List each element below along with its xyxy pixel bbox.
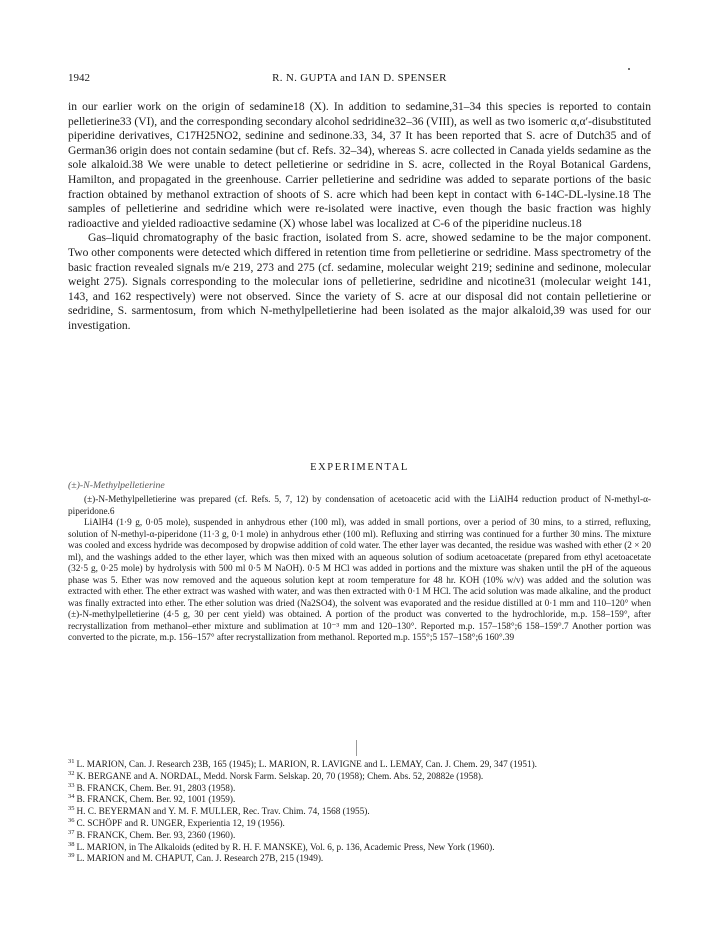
section-heading: EXPERIMENTAL (310, 462, 409, 473)
footnote: $^{35}$ H. C. BEYERMAN and Y. M. F. MULLER, Rec. Trav. Chim. 74, 1568 (1955). (68, 805, 370, 818)
experimental-paragraph-2: LiAlH4 (1·9 g, 0·05 mole), suspended in anhydrous ether (100 ml), was added in small portions, over a period of 30 mins, to a stirred, refluxing, solution of N-methyl-α-piperidone (11·3 g, 0·1 mole) in anhydrous ether (100 ml). Refluxing and stirring was continued for a further 30 mins. The mixture was cooled and excess hydride was decomposed by dropwise addition of cold water. The ether layer was decanted, the residue was washed with ether (2 × 20 ml), and the washings added to the ether layer, which was then mixed with an aqueous solution of sodium acetoacetate (prepared from ethyl acetoacetate (32·5 g, 0·25 mole) by hydrolysis with 500 ml 0·5 M NaOH). 0·5 M HCl was added in portions and the mixture was shaken until the pH of the aqueous phase was 5. Ether was now removed and the aqueous solution kept at room temperature for 48 hr. KOH (10% w/v) was added and the solution was extracted with ether. The ether extract was washed with water, and was then extracted with 0·1 M HCl. The acid solution was made alkaline, and the product was finally extracted into ether. The ether solution was dried (Na2SO4), the solvent was evaporated and the residue distilled at 0·1 mm and 110–120° when (±)-N-methylpelletierine (4·5 g, 30 per cent yield) was obtained. A portion of the product was converted to the hydrochloride, m.p. 158–159°, after recrystallization from methanol–ether mixture and sublimation at 10⁻³ mm and 120–130°. Reported m.p. 157–158°;6 158–159°.7 Another portion was converted to the picrate, m.p. 156–157° after recrystallization from methanol. Reported m.p. 155°;5 157–158°;6 160°.39 (68, 518, 651, 643)
experimental-text (68, 495, 651, 645)
section-subheading: (±)-N-Methylpelletierine (68, 480, 165, 491)
paragraph-2: Gas–liquid chromatography of the basic fraction, isolated from S. acre, showed sedamine to be the major component. Two other components were detected which differed in retention time from pelletierine or sedridine. Mass spectrometry of the basic fraction revealed signals m/e 219, 273 and 275 (cf. sedamine, molecular weight 219; sedinine and sedinone, molecular weight 275). Signals corresponding to the molecular ions of pelletierine, sedridine and nicotine31 (molecular weight 141, 143, and 162 respectively) were not observed. Since the variety of S. acre at our disposal did not contain pelletierine or sedridine, S. sarmentosum, from which N-methylpelletierine had been isolated as the major alkaloid,39 was used for our investigation. (68, 232, 651, 332)
footnote: $^{32}$ K. BERGANE and A. NORDAL, Medd. Norsk Farm. Selskap. 20, 70 (1958); Chem. Abs. 52, 20882e (1958). (68, 769, 484, 782)
footnotes (68, 757, 651, 866)
body-text (68, 100, 651, 334)
footnote: $^{37}$ B. FRANCK, Chem. Ber. 93, 2360 (1960). (68, 828, 236, 841)
footnote: $^{33}$ B. FRANCK, Chem. Ber. 91, 2803 (1958). (68, 781, 236, 794)
footnote: $^{36}$ C. SCHÖPF and R. UNGER, Experientia 12, 19 (1956). (68, 816, 285, 829)
running-authors: R. N. GUPTA and IAN D. SPENSER (272, 72, 447, 84)
paragraph-1: in our earlier work on the origin of sedamine18 (X). In addition to sedamine,31–34 this species is reported to contain pelletierine33 (VI), and the corresponding secondary alcohol sedridine32–36 (VIII), as well as two isomeric α,α′-disubstituted piperidine derivatives, C17H25NO2, sedinine and sedinone.33, 34, 37 It has been reported that S. acre of Dutch35 and of German36 origin does not contain sedamine (but cf. Refs. 32–34), whereas S. acre collected in Canada yields sedamine as the sole alkaloid.38 We were unable to detect pelletierine or sedridine in S. acre, collected in the Royal Botanical Gardens, Hamilton, and propagated in the greenhouse. Carrier pelletierine and sedridine was added to separate portions of the basic fraction obtained by methanol extraction of shoots of S. acre which had been kept in contact with 6-14C-DL-lysine.18 The samples of pelletierine and sedridine which were re-isolated were inactive, even though the basic fraction was highly radioactive and yielded radioactive sedamine (X) whose label was localized at C-6 of the piperidine nucleus.18 (68, 101, 651, 230)
experimental-paragraph-1: (±)-N-Methylpelletierine was prepared (cf. Refs. 5, 7, 12) by condensation of acetoacetic acid with the LiAlH4 reduction product of N-methyl-α-piperidone.6 (68, 495, 651, 517)
page-number: 1942 (68, 72, 90, 84)
footnote: $^{39}$ L. MARION and M. CHAPUT, Can. J. Research 27B, 215 (1949). (68, 852, 324, 865)
print-speck (628, 68, 630, 70)
footnote: $^{31}$ L. MARION, Can. J. Research 23B, 165 (1945); L. MARION, R. LAVIGNE and L. LEMAY, Can. J. Chem. 29, 347 (1951). (68, 757, 537, 770)
running-header (68, 72, 651, 88)
margin-mark (356, 740, 357, 756)
footnote: $^{34}$ B. FRANCK, Chem. Ber. 92, 1001 (1959). (68, 793, 236, 806)
footnote: $^{38}$ L. MARION, in The Alkaloids (edited by R. H. F. MANSKE), Vol. 6, p. 136, Academic Press, New York (1960). (68, 840, 495, 853)
